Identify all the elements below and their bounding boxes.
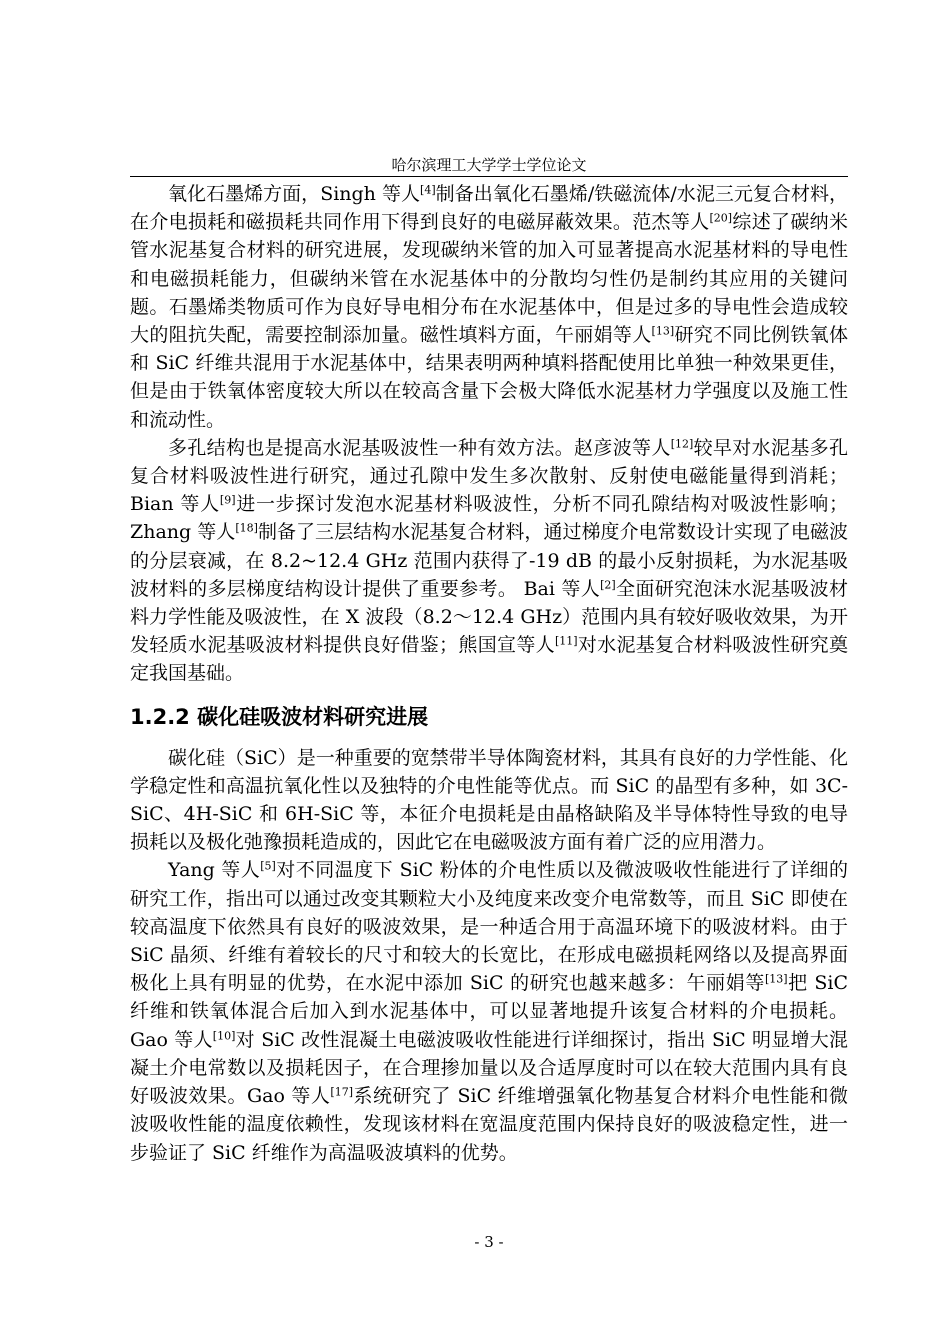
citation: [13] — [651, 324, 675, 338]
citation: [20] — [709, 211, 733, 225]
citation: [11] — [554, 634, 578, 648]
paragraph-graphene-oxide: 氧化石墨烯方面，Singh 等人[4]制备出氧化石墨烯/铁磁流体/水泥三元复合材料，在介电损耗和磁损耗共同作用下得到良好的电磁屏蔽效果。范杰等人[20]综述了碳纳米管水泥基复合材料的研究进展，发现碳纳米管的加入可显著提高水泥基材料的导电性和电磁损耗能力，但碳纳米管在水泥基体中的分散均匀性仍是制约其应用的关键问题。石墨烯类物质可作为良好导电相分布在水泥基体中，但是过多的导电性会造成较大的阻抗失配，需要控制添加量。磁性填料方面，午丽娟等人[13]研究不同比例铁氧体和 SiC 纤维共混用于水泥基体中，结果表明两种填料搭配使用比单独一种效果更佳，但是由于铁氧体密度较大所以在较高含量下会极大降低水泥基材力学强度以及施工性和流动性。 — [130, 183, 848, 431]
citation: [13] — [764, 972, 788, 986]
page-number: - 3 - — [474, 1233, 504, 1251]
citation: [4] — [420, 183, 436, 197]
citation: [18] — [235, 521, 258, 535]
paragraph-porous-structure: 多孔结构也是提高水泥基吸波性一种有效方法。赵彦波等人[12]较早对水泥基多孔复合材料吸波性进行研究，通过孔隙中发生多次散射、反射使电磁能量得到消耗；Bian 等人[9]进一步探讨发泡水泥基材料吸波性，分析不同孔隙结构对吸波性影响；Zhang 等人[18]制备了三层结构水泥基复合材料，通过梯度介电常数设计实现了电磁波的分层衰减，在 8.2~12.4 GHz 范围内获得了-19 dB 的最小反射损耗，为水泥基吸波材料的多层梯度结构设计提供了重要参考。 Bai 等人[2]全面研究泡沫水泥基吸波材料力学性能及吸波性，在 X 波段（8.2～12.4 GHz）范围内具有较好吸收效果，为开发轻质水泥基吸波材料提供良好借鉴；熊国宣等人[11]对水泥基复合材料吸波性研究奠定我国基础。 — [130, 436, 848, 685]
citation: [2] — [600, 578, 616, 592]
paragraph-sic-research: Yang 等人[5]对不同温度下 SiC 粉体的介电性质以及微波吸收性能进行了详细的研究工作，指出可以通过改变其颗粒大小及纯度来改变介电常数等，而且 SiC 即使在较高温度下依然具有良好的吸波效果，是一种适合用于高温环境下的吸波材料。由于 SiC 晶须、纤维有着较长的尺寸和较大的长宽比，在形成电磁损耗网络以及提高界面极化上具有明显的优势，在水泥中添加 SiC 的研究也越来越多：午丽娟等[13]把 SiC 纤维和铁氧体混合后加入到水泥基体中，可以显著地提升该复合材料的介电损耗。Gao 等人[10]对 SiC 改性混凝土电磁波吸收性能进行详细探讨，指出 SiC 明显增大混凝土介电常数以及损耗因子，在合理掺加量以及合适厚度时可以在较大范围内具有良好吸波效果。Gao 等人[17]系统研究了 SiC 纤维增强氧化物基复合材料介电性能和微波吸收性能的温度依赖性，发现该材料在宽温度范围内保持良好的吸波稳定性，进一步验证了 SiC 纤维作为高温吸波填料的优势。 — [130, 859, 849, 1164]
paragraph-sic-intro: 碳化硅（SiC）是一种重要的宽禁带半导体陶瓷材料，其具有良好的力学性能、化学稳定性和高温抗氧化性以及独特的介电性能等优点。而 SiC 的晶型有多种，如 3C-SiC、4H-SiC 和 6H-SiC 等，本征介电损耗是由晶格缺陷及半导体特性导致的电导损耗以及极化弛豫损耗造成的，因此它在电磁吸波方面有着广泛的应用潜力。 — [130, 746, 848, 854]
citation: [17] — [330, 1085, 353, 1099]
citation: [5] — [260, 859, 276, 873]
citation: [10] — [212, 1029, 236, 1043]
header-rule — [130, 176, 848, 177]
section-heading: 1.2.2 碳化硅吸波材料研究进展 — [130, 704, 429, 729]
body-text — [130, 180, 848, 1167]
running-header: 哈尔滨理工大学学士学位论文 — [391, 156, 587, 174]
citation: [9] — [219, 493, 236, 507]
citation: [12] — [670, 437, 694, 451]
